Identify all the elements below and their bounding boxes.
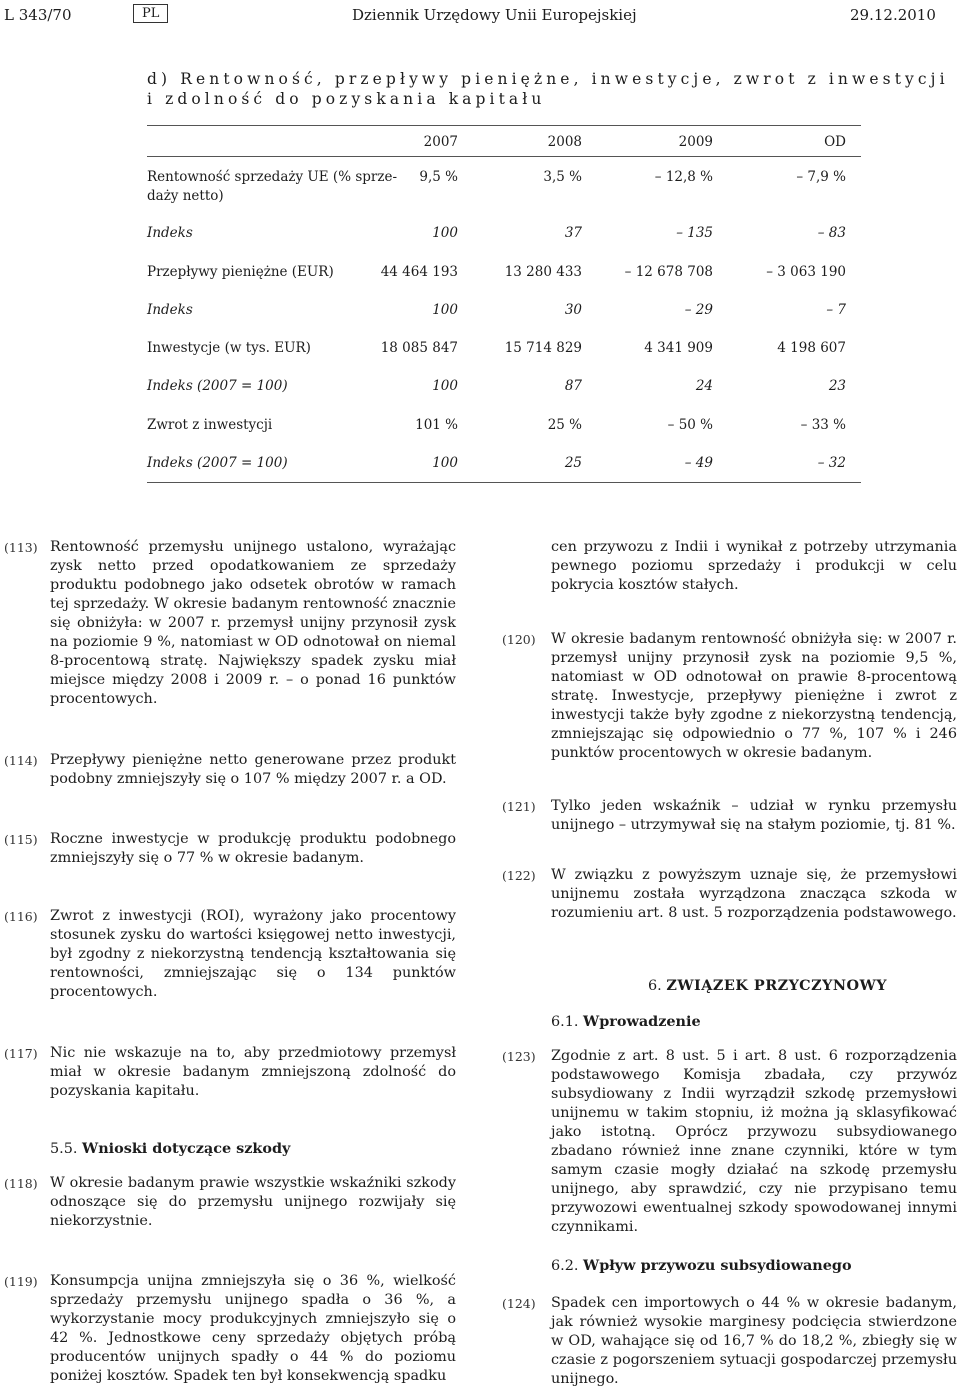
table-cell: 18 085 847 [380,340,458,356]
section-number: 5.5. [50,1141,78,1157]
row-label: Indeks [147,302,193,318]
section-heading-6-1 [551,1012,701,1032]
table-bottom-rule [147,482,861,483]
paragraph-116: Zwrot z inwestycji (ROI), wyrażony jako procentowy stosunek zysku do wartości księgowej netto inwestycji, był zgodny z niekorzystną tendencją kształtowania się rentowności, zmniejszając się o 134 punktów procentowych. [50,908,456,1000]
paragraph-114: Przepływy pieniężne netto generowane przez produkt podobny zmniejszyły się o 107 % między 2007 r. a OD. [50,752,456,787]
section-number: 6. [648,978,662,994]
table-cell: 4 341 909 [644,340,713,356]
table-cell: – 33 % [800,417,846,433]
table-cell: 37 [564,225,582,241]
table-cell: 25 [564,455,582,471]
table-cell: 23 [828,378,846,394]
row-label: Indeks [147,225,193,241]
paragraph-115: Roczne inwestycje w produkcję produktu podobnego zmniejszyły się o 77 % w okresie badanym. [50,831,456,866]
table-cell: – 83 [817,225,846,241]
page-reference: L 343/70 [4,6,72,24]
language-badge: PL [133,4,168,23]
paragraph-number: (121) [502,799,536,814]
row-label: Inwestycje (w tys. EUR) [147,340,311,356]
section-title-line-2: i zdolność do pozyskania kapitału [147,90,546,108]
paragraph-121: Tylko jeden wskaźnik – udział w rynku przemysłu unijnego – utrzymywał się na stałym poziomie, tj. 81 %. [551,798,957,833]
table-header-rule [147,156,861,157]
paragraph-120: W okresie badanym rentowność obniżyła się: w 2007 r. przemysł unijny przynosił zysk na poziomie 9,5 %, natomiast w OD odnotował on prawie 8-procentową stratę. Inwestycje, przepływy pieniężne i zwrot z inwestycji także były zgodne z niekorzystną tendencją, zmniejszając się odpowiednio o 77 %, 107 % i 246 punktów procentowych w okresie badanym. [551,631,957,761]
paragraph-119-continued: cen przywozu z Indii i wynikał z potrzeby utrzymania pewnego poziomu sprzedaży i produkcji w celu pokrycia kosztów stałych. [551,539,957,593]
paragraph-number: (122) [502,868,536,883]
paragraph-number: (114) [4,753,38,768]
paragraph-number: (124) [502,1296,536,1311]
section-number: 6.1. [551,1014,579,1030]
column-header: 2009 [678,134,713,150]
paragraph-123: Zgodnie z art. 8 ust. 5 i art. 8 ust. 6 rozporządzenia podstawowego Komisja zbadała, czy przywóz subsydiowany z Indii wyrządził szkodę przemysłowi unijnemu w takim stopniu, iż można ją sklasyfikować jako istotną. Oprócz przywozu subsydiowanego zbadano również inne znane czynniki, które w tym samym czasie mogły działać na szkodę przemysłu unijnego, aby sprawdzić, czy nie przypisano temu przywozowi ewentualnej szkody spowodowanej innymi czynnikami. [551,1048,957,1235]
row-label: Indeks (2007 = 100) [147,455,288,471]
column-header: 2007 [423,134,458,150]
journal-title: Dziennik Urzędowy Unii Europejskiej [352,6,637,24]
table-cell: – 50 % [667,417,713,433]
paragraph-119: Konsumpcja unijna zmniejszyła się o 36 %, wielkość sprzedaży przemysłu unijnego spadła o 36 %, a wykorzystanie mocy produkcyjnych zmniejszyło się o 42 %. Jednostkowe ceny sprzedaży objętych próbą producentów unijnych spadły o 44 % do poziomu poniżej kosztów. Spadek ten był konsekwencją spadku [50,1273,456,1384]
table-cell: 100 [432,225,458,241]
table-cell: 100 [432,378,458,394]
paragraph-number: (113) [4,540,38,555]
table-cell: 100 [432,455,458,471]
row-label-continued: daży netto) [147,188,224,204]
row-label: Indeks (2007 = 100) [147,378,288,394]
table-cell: 3,5 % [543,169,582,185]
table-cell: 101 % [415,417,458,433]
section-number: 6.2. [551,1258,579,1274]
table-cell: – 29 [684,302,713,318]
paragraph-number: (115) [4,832,38,847]
section-title: ZWIĄZEK PRZYCZYNOWY [666,977,888,994]
table-cell: – 32 [817,455,846,471]
row-label: Zwrot z inwestycji [147,417,273,433]
paragraph-number: (116) [4,909,38,924]
table-cell: 100 [432,302,458,318]
table-top-rule [147,125,861,126]
table-cell: 13 280 433 [504,264,582,280]
table-cell: 87 [564,378,582,394]
section-title: Wpływ przywozu subsydiowanego [583,1257,852,1274]
table-cell: – 12,8 % [654,169,713,185]
paragraph-118: W okresie badanym prawie wszystkie wskaźniki szkody odnoszące się do przemysłu unijnego rozwijały się niekorzystnie. [50,1175,456,1229]
table-cell: – 49 [684,455,713,471]
section-title: Wnioski dotyczące szkody [82,1140,291,1157]
table-cell: 15 714 829 [504,340,582,356]
table-cell: – 135 [676,225,713,241]
paragraph-122: W związku z powyższym uznaje się, że przemysłowi unijnemu została wyrządzona znacząca szkoda w rozumieniu art. 8 ust. 5 rozporządzenia podstawowego. [551,867,957,921]
paragraph-number: (123) [502,1049,536,1064]
table-cell: – 7 [826,302,846,318]
row-label: Rentowność sprzedaży UE (% sprze- [147,169,398,185]
paragraph-number: (119) [4,1274,38,1289]
paragraph-113: Rentowność przemysłu unijnego ustalono, wyrażając zysk netto przed opodatkowaniem ze sprzedaży produktu podobnego jako odsetek obrotów w ramach tej sprzedaży. W okresie badanym rentowność znacznie się obniżyła: w 2007 r. przemysł unijny przynosił zysk na poziomie 9 %, natomiast w OD odnotował on niemal 8-procentową stratę. Największy spadek zysku miał miejsce między 2008 i 2009 r. – o ponad 16 punktów procentowych. [50,539,456,707]
paragraph-number: (118) [4,1176,38,1191]
section-title-line-1: d) Rentowność, przepływy pieniężne, inwestycje, zwrot z inwestycji [147,70,949,88]
paragraph-124: Spadek cen importowych o 44 % w okresie badanym, jak również wysokie marginesy podcięcia stwierdzone w OD, wahające się od 16,7 % do 18,2 %, zbiegły się w czasie z pogorszeniem sytuacji gospodarczej przemysłu unijnego. [551,1295,957,1387]
table-cell: – 7,9 % [796,169,846,185]
table-cell: – 12 678 708 [624,264,713,280]
table-cell: 9,5 % [419,169,458,185]
publication-date: 29.12.2010 [850,6,936,24]
section-heading-6 [648,976,887,996]
table-cell: 25 % [547,417,582,433]
table-cell: 30 [564,302,582,318]
table-cell: 4 198 607 [777,340,846,356]
row-label: Przepływy pieniężne (EUR) [147,264,334,280]
column-header: OD [824,134,846,150]
section-heading-5-5 [50,1139,290,1159]
table-cell: – 3 063 190 [766,264,846,280]
column-header: 2008 [547,134,582,150]
paragraph-117: Nic nie wskazuje na to, aby przedmiotowy przemysł miał w okresie badanym zmniejszoną zdolność do pozyskania kapitału. [50,1045,456,1099]
section-title: Wprowadzenie [583,1013,701,1030]
table-cell: 24 [695,378,713,394]
paragraph-number: (117) [4,1046,38,1061]
section-heading-6-2 [551,1256,852,1276]
paragraph-number: (120) [502,632,536,647]
table-cell: 44 464 193 [380,264,458,280]
